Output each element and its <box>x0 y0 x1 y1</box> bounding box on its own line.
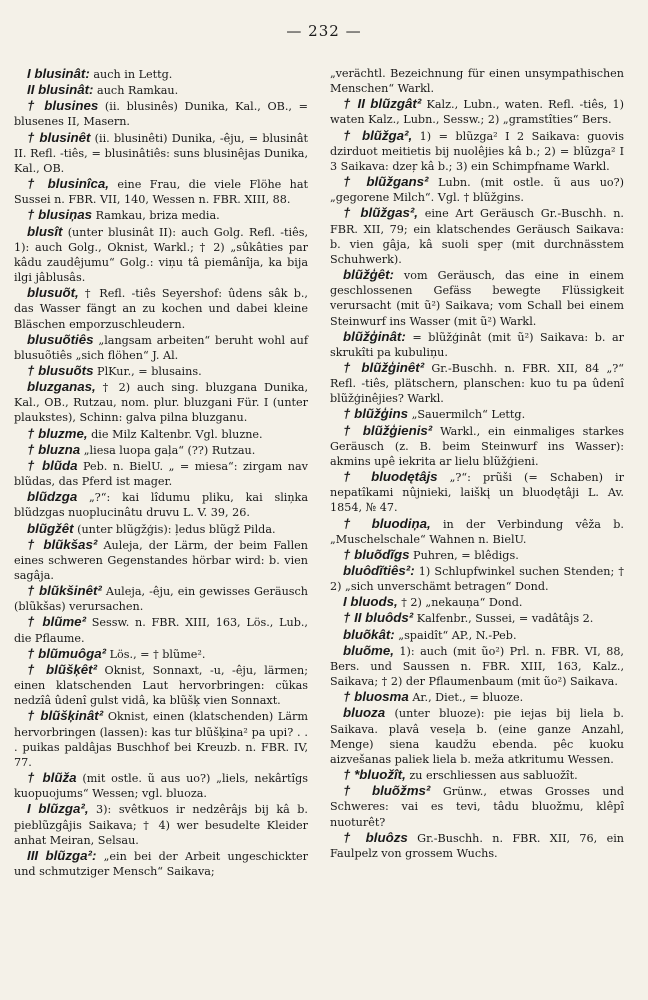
entry-headword: II blusinât: <box>27 82 94 98</box>
dictionary-entry <box>330 594 624 610</box>
entry-definition: Puhren, = blêdigs. <box>409 548 519 562</box>
entry-headword: † blũkšas² <box>27 536 98 552</box>
entry-headword: blusît <box>27 223 63 239</box>
entry-headword: † blusinîca, <box>27 176 109 192</box>
dictionary-entry <box>330 705 624 767</box>
entry-headword: † blũme² <box>27 614 87 630</box>
entry-headword: bluõme, <box>343 642 394 658</box>
dictionary-entry <box>14 770 308 801</box>
dictionary-entry <box>14 537 308 583</box>
dictionary-entry <box>14 614 308 645</box>
entry-definition: Ar., Diet., = bluoze. <box>408 691 524 705</box>
entry-definition: (unter blusinât II): auch Golg. Refl. -tiês, 1): auch Golg., Oknist, Warkl.; † 2) „sûkâties par kâdu zaudêjumu“ Golg.: viņu tâ piemânîja, ka bija ilgi jâblusâs. <box>14 225 308 285</box>
dictionary-entry <box>14 458 308 489</box>
entry-headword: bluôdĩtiês²: <box>343 563 415 578</box>
entry-definition: † 2) „nekauņa“ Dond. <box>397 596 523 610</box>
entry-headword: † bluodiņa, <box>343 515 431 531</box>
entry-headword: † blũšķinât² <box>27 708 104 724</box>
entry-headword: † blũžgans² <box>343 174 429 190</box>
entry-headword: † bluosma <box>343 689 409 705</box>
dictionary-entry <box>330 830 624 861</box>
entry-definition: Oknist, einen (klatschenden) Lärm hervorbringen (lassen): kas tur blũšķina² pa upi? . . . puikas paldâjas Buschhof bei Kreuzb. n. FBR. IV, 77. <box>14 710 308 769</box>
dictionary-entry <box>14 583 308 614</box>
entry-headword: † blũmuôga² <box>27 645 107 661</box>
entry-definition: 3): svêtkuos ir nedzêrâjs bij kâ b. pieblũzgâjis Saikava; † 4) wer besudelte Kleider anhat Meiran, Selsau. <box>14 803 308 847</box>
entry-definition: † Refl. -tiês Seyershof: ûdens sâk b., das Wasser fängt an zu kochen und dabei kleine Bläschen emporzuschleudern. <box>14 287 308 331</box>
entry-headword: I blusinât: <box>27 66 90 81</box>
dictionary-entry <box>330 767 624 783</box>
dictionary-entry <box>330 689 624 705</box>
entry-definition: „ein bei der Arbeit ungeschickter und schmutziger Mensch“ Saikava; <box>14 849 308 878</box>
entry-definition: zu erschliessen aus sabluožît. <box>405 769 578 783</box>
dictionary-entry <box>14 801 308 847</box>
entry-definition: „liesa luopa gaļa“ (??) Rutzau. <box>80 443 256 457</box>
dictionary-entry <box>14 708 308 770</box>
entry-definition: 1) = blũzga² I 2 Saikava: guovis dzirduot meitietis bij nuolêjies kâ b.; 2) = blũzga² I 3 Saikava: dzeŗ kâ b.; 3) ein Schimpfname Warkl. <box>330 129 624 173</box>
dictionary-entry <box>330 516 624 547</box>
dictionary-entry <box>14 176 308 207</box>
entry-headword: † bluôzs <box>343 829 408 845</box>
entry-definition: = blũžģinât (mit ũ²) Saikava: b. ar skrukîti pa kubuliņu. <box>330 330 624 359</box>
entry-definition: eine Art Geräusch Gr.-Buschh. n. FBR. XII, 79; ein klatschendes Geräusch Saikava: b. vien gâja, kâ suoli speŗ (mit durchnässtem Schuhwerk). <box>330 207 624 266</box>
entry-definition: die Milz Kaltenbr. Vgl. bluzne. <box>87 427 263 441</box>
entry-definition: (ii. blusinês) Dunika, Kal., OB., = blusenes II, Masern. <box>14 100 309 129</box>
dictionary-entry <box>14 662 308 708</box>
entry-definition: „langsam arbeiten“ beruht wohl auf blusuõtiês „sich flöhen“ J. Al. <box>14 333 308 362</box>
entry-definition: Sessw. n. FBR. XIII, 163, Lös., Lub., die Pflaume. <box>14 616 308 645</box>
entry-headword: I bluods, <box>343 594 398 610</box>
entry-definition: (mit ostle. ũ aus uo?) „liels, nekârtîgs kuopuojums“ Wessen; vgl. bluoza. <box>14 772 309 801</box>
entry-definition: Peb. n. BielU. „ = miesa“: zirgam nav blũdas, das Pferd ist mager. <box>14 459 308 489</box>
entry-definition: Oknist, Sonnaxt, -u, -êju, lärmen; einen klatschenden Laut hervorbringen: cũkas nedzîâ ûdenî gulst vidâ, ka blũšķ vien Sonnaxt. <box>14 663 308 708</box>
entry-definition: Kalfenbr., Sussei, = vadâtâjs 2. <box>413 612 594 626</box>
dictionary-entry <box>330 627 624 643</box>
dictionary-entry <box>14 224 308 286</box>
dictionary-entry <box>330 329 624 360</box>
dictionary-entry <box>14 426 308 442</box>
entry-headword: † blusuõts <box>27 362 94 378</box>
entry-definition: „spaidît“ AP., N.-Peb. <box>394 628 517 642</box>
entry-definition: Ramkau, briza media. <box>92 209 220 223</box>
entry-definition: † 2) auch sing. bluzgana Dunika, Kal., OB., Rutzau, nom. plur. bluzgani Für. I (unter plaukstes), Schinn: galva pilna bluzganu. <box>14 381 308 425</box>
entry-headword: † *bluožît, <box>343 767 406 783</box>
entry-headword: † blusinêt <box>27 129 91 145</box>
entry-headword: III blũzga²: <box>27 847 97 863</box>
entry-headword: † blũšķêt² <box>27 661 98 677</box>
dictionary-entry <box>14 130 308 176</box>
entry-headword: blũgžêt <box>27 520 74 536</box>
dictionary-entry <box>14 379 308 425</box>
entry-headword: blũžģinât: <box>343 328 406 344</box>
page-number: — 232 — <box>286 22 362 40</box>
entry-headword: † bluodętâjs <box>343 469 438 485</box>
dictionary-entry <box>330 643 624 689</box>
entry-headword: bluoza <box>343 705 386 721</box>
dictionary-entry <box>330 423 624 469</box>
dictionary-entry <box>14 66 308 82</box>
entry-definition: Kalz., Lubn., waten. Refl. -tiês, 1) waten Kalz., Lubn., Sessw.; 2) „gramstîties“ Bers. <box>330 98 624 127</box>
dictionary-entry <box>14 98 308 129</box>
entry-headword: † bluzme, <box>27 425 88 441</box>
dictionary-entry <box>330 128 624 174</box>
entry-definition: auch in Lettg. <box>89 68 173 81</box>
entry-definition: vom Geräusch, das eine in einem geschlossenen Gefäss bewegte Flüssigkeit verursacht (mit ũ²) Saikava; vom Schall bei einem Steinwurf ins Wasser (mit ũ²) Warkl. <box>330 269 624 328</box>
entry-definition: „Sauermilch“ Lettg. <box>408 408 526 422</box>
dictionary-entry <box>330 563 624 594</box>
entry-headword: † blũžģinêt² <box>343 359 425 375</box>
dictionary-entry <box>14 82 308 98</box>
entry-definition: Lös., = † blũme². <box>106 647 206 661</box>
entry-headword: † bluzna <box>27 441 81 457</box>
dictionary-entry <box>330 174 624 205</box>
entry-headword: blũdzga <box>27 489 78 505</box>
dictionary-entry <box>330 267 624 329</box>
entry-definition: Grünw., etwas Grosses und Schweres: vai es tevi, tâdu bluožmu, klêpî nuoturêt? <box>330 785 624 829</box>
entry-definition: Auleja, -êju, ein gewisses Geräusch (blũkšas) verursachen. <box>14 585 308 614</box>
entry-headword: † blũžģins <box>343 406 409 422</box>
dictionary-entry <box>330 547 624 563</box>
entry-headword: † II bluôds² <box>343 610 414 626</box>
entry-definition: Warkl., ein einmaliges starkes Geräusch (z. B. beim Steinwurf ins Wasser): akmins upê iekrita ar lielu blũžģieni. <box>330 424 624 468</box>
entry-definition: 1): auch (mit ũo²) Prl. n. FBR. VI, 88, Bers. und Saussen n. FBR. XIII, 163, Kalz., Saikava; † 2) der Pflaumenbaum (mit ũo²) Saikava. <box>330 644 624 689</box>
entry-headword: blusuõt, <box>27 285 79 301</box>
entry-definition: (ii. blusinêti) Dunika, -êju, = blusinât II. Refl. -tiês, = blusinâtiês: suns blusinêjas Dunika, Kal., OB. <box>14 131 308 175</box>
dictionary-entry <box>330 96 624 127</box>
entry-definition: „?“: prũši (= Schaben) ir nepatîkami nûjnieki, laiškį un bluodętâji L. Av. 1854, № 47. <box>330 471 624 515</box>
entry-headword: † bluõžms² <box>343 783 431 799</box>
entry-headword: † bluõdĩgs <box>343 546 410 562</box>
entry-definition: Auleja, der Lärm, der beim Fallen eines schweren Gegenstandes hörbar wird: b. vien sagâja. <box>14 538 308 582</box>
entry-headword: bluõkât: <box>343 626 395 642</box>
dictionary-entry <box>14 285 308 331</box>
entry-definition: „?“: kai lîdumu pliku, kai sliņka blũdzgas nuoplucinâtu druvu L. V. 39, 26. <box>14 491 308 520</box>
entry-definition: (unter blũgžģis): ļedus blũgž Pilda. <box>73 522 276 536</box>
entry-headword: † blũžga², <box>343 127 413 143</box>
dictionary-entry <box>330 360 624 406</box>
dictionary-entry <box>330 205 624 267</box>
entry-headword: † blũža <box>27 770 77 786</box>
entry-definition: PlKur., = blusains. <box>93 364 202 378</box>
entry-headword: † blũkšinêt² <box>27 583 102 599</box>
dictionary-entry <box>330 610 624 626</box>
entry-definition: eine Frau, die viele Flöhe hat Sussei n. FBR. VII, 140, Wessen n. FBR. XIII, 88. <box>14 178 308 207</box>
entry-headword: bluzganas, <box>27 379 96 395</box>
dictionary-entry <box>14 848 308 879</box>
dictionary-entry <box>14 207 308 223</box>
entry-headword: blusuõtiês <box>27 331 94 347</box>
entry-definition: Lubn. (mit ostle. ũ aus uo?) „gegorene Milch“. Vgl. † blũžgins. <box>330 176 624 205</box>
right-column <box>330 66 624 861</box>
entry-headword: † II blũzgât² <box>343 96 422 112</box>
entry-headword: † blũžģienis² <box>343 422 433 438</box>
dictionary-entry <box>14 646 308 662</box>
entry-definition: Gr.-Buschh. n. FBR. XII, 76, ein Faulpelz von grossem Wuchs. <box>330 831 624 860</box>
dictionary-entry <box>14 521 308 537</box>
column-gutter <box>320 66 321 976</box>
left-column <box>14 66 308 879</box>
entry-definition: in der Verbindung vêža b. „Muschelschale“ Wahnen n. BielU. <box>330 517 624 546</box>
dictionary-entry <box>330 469 624 515</box>
dictionary-entry <box>330 783 624 829</box>
entry-definition: auch Ramkau. <box>93 84 179 98</box>
entry-headword: † blusiņas <box>27 207 93 223</box>
dictionary-entry <box>14 489 308 520</box>
entry-definition: (unter bluoze): pie iejas bij liela b. Saikava. plavâ veseļa b. (eine ganze Anzahl, Menge) siena kaudžu ebenda. pêc kuoku aizvešanas paliek liela b. meža atkritumu Wessen. <box>330 707 624 766</box>
entry-headword: † blusines <box>27 98 99 114</box>
entry-headword: I blũzga², <box>27 801 89 817</box>
entry-headword: † blũžgas², <box>343 205 418 221</box>
dictionary-entry <box>330 66 624 96</box>
dictionary-entry <box>14 332 308 363</box>
dictionary-entry <box>330 406 624 422</box>
entry-headword: † blũda <box>27 457 78 473</box>
dictionary-entry <box>14 363 308 379</box>
entry-definition: „verächtl. Bezeichnung für einen unsympathischen Menschen“ Warkl. <box>330 67 624 96</box>
dictionary-entry <box>14 442 308 458</box>
entry-definition: 1) Schlupfwinkel suchen Stenden; † 2) „sich unverschämt betragen“ Dond. <box>330 565 624 594</box>
entry-definition: Gr.-Buschh. n. FBR. XII, 84 „?“ Refl. -tiês, plätschern, planschen: kuo tu pa ûdenî blũžģinêjies? Warkl. <box>330 361 624 406</box>
entry-headword: blũžģêt: <box>343 267 394 283</box>
